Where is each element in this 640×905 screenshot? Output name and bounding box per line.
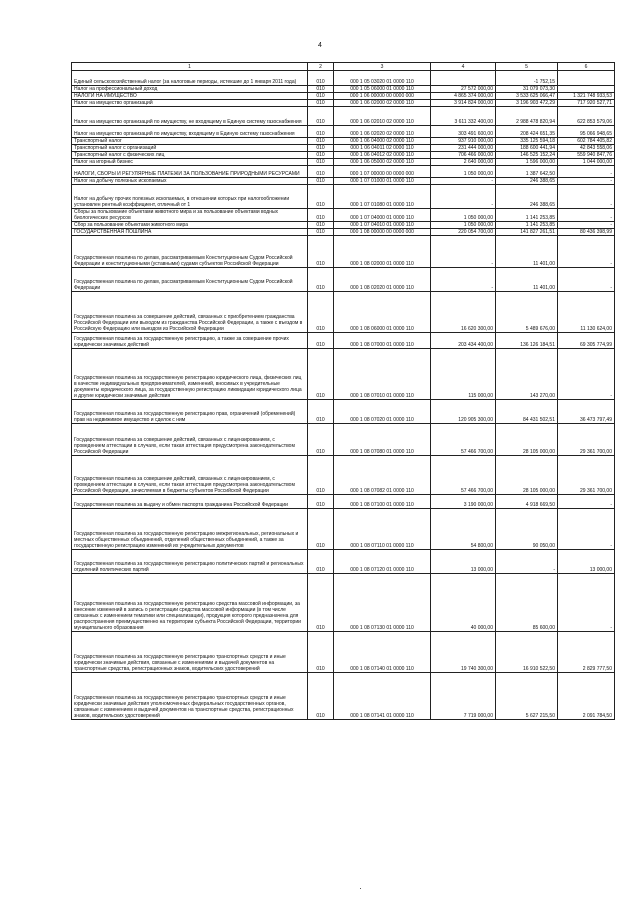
row-name: Сбор за пользование объектами животного мира (72, 222, 308, 229)
row-executed: 5 627 215,50 (496, 673, 558, 720)
table-row (72, 509, 615, 550)
row-name: Государственная пошлина по делам, рассматриваемым Конституционным Судом Российской Федерации (72, 268, 308, 292)
row-kbk: 000 1 05 03020 01 0000 110 (334, 71, 431, 86)
scan-speck (360, 888, 361, 889)
row-executed: 90 050,00 (496, 509, 558, 550)
table-row (72, 159, 615, 166)
row-executed: 143 270,00 (496, 349, 558, 400)
row-remaining: 80 436 398,99 (558, 229, 615, 236)
row-name: Государственная пошлина за государственную регистрацию средства массовой информации, за внесение изменений в запись о регистрации средства массовой информации (в том числе связанных с изменением тематики или специализации), продукция которого предназначена для распространения преимущественно на территории субъекта Российской Федерации, территории муниципального образования (72, 574, 308, 632)
row-name: Государственная пошлина за совершение действий, связанных с лицензированием, с проведением аттестации в случаях, если такая аттестация предусмотрена законодательством Российской Федерации, зачисляемая в бюджеты субъектов Российской Федерации (72, 456, 308, 495)
row-kbk: 000 1 08 07010 01 0000 110 (334, 349, 431, 400)
row-plan: 706 466 000,00 (431, 152, 496, 159)
row-plan: 3 190 000,00 (431, 495, 496, 509)
header-col-5: 5 (496, 63, 558, 71)
row-remaining: 602 784 405,82 (558, 138, 615, 145)
row-name: Налог на профессиональный доход (72, 86, 308, 93)
row-name: Государственная пошлина за государственную регистрацию юридического лица, физических лиц в качестве индивидуальных предпринимателей, изменений, вносимых в учредительные документы юридического лица, за государственную регистрацию ликвидации юридического лица и другие юридически значимые действия (72, 349, 308, 400)
table-row (72, 456, 615, 495)
table-row (72, 93, 615, 100)
row-kbk: 000 1 05 06000 01 0000 110 (334, 86, 431, 93)
row-plan (431, 71, 496, 86)
row-remaining: - (558, 509, 615, 550)
row-remaining: - (558, 236, 615, 268)
row-code: 010 (308, 145, 334, 152)
row-kbk: 000 1 08 02000 01 0000 110 (334, 236, 431, 268)
row-executed: 146 525 152,24 (496, 152, 558, 159)
row-executed: 246 388,65 (496, 185, 558, 209)
row-name: Государственная пошлина за государственную регистрацию межрегиональных, региональных и местных общественных объединений, отделений общественных объединений, а также за государственную регистрацию изменений их учредительных документов (72, 509, 308, 550)
table-row (72, 100, 615, 107)
row-kbk: 000 1 08 07100 01 0000 110 (334, 495, 431, 509)
table-row (72, 400, 615, 424)
row-executed: 16 910 522,50 (496, 632, 558, 673)
row-remaining: 69 305 774,99 (558, 333, 615, 349)
row-code: 010 (308, 292, 334, 333)
row-name: Государственная пошлина за государственную регистрацию прав, ограничений (обременений) прав на недвижимое имущество и сделок с ним (72, 400, 308, 424)
header-col-6: 6 (558, 63, 615, 71)
row-plan: 40 000,00 (431, 574, 496, 632)
row-name: Государственная пошлина по делам, рассматриваемым Конституционным Судом Российской Федерации и конституционными (уставными) судами субъектов Российской Федерации (72, 236, 308, 268)
row-remaining: - (558, 574, 615, 632)
row-remaining: - (558, 222, 615, 229)
row-name: ГОСУДАРСТВЕННАЯ ПОШЛИНА (72, 229, 308, 236)
row-kbk: 000 1 06 04000 02 0000 110 (334, 138, 431, 145)
row-remaining: 717 920 527,71 (558, 100, 615, 107)
row-executed: 5 489 676,00 (496, 292, 558, 333)
row-plan: 303 491 600,00 (431, 126, 496, 138)
row-name: Государственная пошлина за выдачу и обмен паспорта гражданина Российской Федерации (72, 495, 308, 509)
row-name: Государственная пошлина за государственную регистрацию, а также за совершение прочих юридически значимых действий (72, 333, 308, 349)
table-row (72, 632, 615, 673)
row-remaining: 1 044 000,00 (558, 159, 615, 166)
row-remaining: - (558, 209, 615, 222)
row-plan: 1 050 000,00 (431, 209, 496, 222)
row-code: 010 (308, 107, 334, 126)
row-remaining (558, 71, 615, 86)
row-kbk: 000 1 07 04010 01 0000 110 (334, 222, 431, 229)
row-kbk: 000 1 06 02000 02 0000 110 (334, 100, 431, 107)
table-row (72, 152, 615, 159)
row-remaining: - (558, 178, 615, 185)
row-executed: 31 079 073,30 (496, 86, 558, 93)
row-remaining: - (558, 166, 615, 178)
row-plan: 13 000,00 (431, 550, 496, 574)
table-row (72, 349, 615, 400)
row-name: Сборы за пользование объектами животного мира и за пользование объектами водных биологических ресурсов (72, 209, 308, 222)
table-row (72, 268, 615, 292)
row-kbk: 000 1 08 07020 01 0000 110 (334, 400, 431, 424)
row-kbk: 000 1 08 02020 01 0000 110 (334, 268, 431, 292)
row-kbk: 000 1 08 07140 01 0000 110 (334, 632, 431, 673)
row-kbk: 000 1 06 04011 02 0000 110 (334, 145, 431, 152)
row-plan: - (431, 236, 496, 268)
row-remaining: 622 853 579,06 (558, 107, 615, 126)
table-row (72, 292, 615, 333)
row-plan: - (431, 185, 496, 209)
row-code: 010 (308, 178, 334, 185)
row-code: 010 (308, 152, 334, 159)
row-executed: 3 196 903 472,29 (496, 100, 558, 107)
row-code: 010 (308, 574, 334, 632)
row-executed: 28 105 000,00 (496, 456, 558, 495)
row-code: 010 (308, 236, 334, 268)
row-remaining: 559 940 847,76 (558, 152, 615, 159)
row-executed: -1 752,15 (496, 71, 558, 86)
row-remaining: - (558, 349, 615, 400)
row-code: 010 (308, 333, 334, 349)
row-name: Государственная пошлина за государственную регистрацию транспортных средств и иные юридически значимые действия, связанные с изменениями и выдачей документов на транспортные средства, регистрационных знаков, водительских удостоверений (72, 632, 308, 673)
row-code: 010 (308, 424, 334, 456)
row-remaining: 36 473 797,49 (558, 400, 615, 424)
row-executed: 3 533 625 066,47 (496, 93, 558, 100)
table-row (72, 574, 615, 632)
row-executed: 208 424 651,35 (496, 126, 558, 138)
table-row (72, 185, 615, 209)
table-row (72, 229, 615, 236)
row-code: 010 (308, 349, 334, 400)
row-code: 010 (308, 400, 334, 424)
header-col-2: 2 (308, 63, 334, 71)
row-code: 010 (308, 456, 334, 495)
row-code: 010 (308, 229, 334, 236)
row-plan: 19 740 300,00 (431, 632, 496, 673)
table-row (72, 550, 615, 574)
row-remaining: - (558, 495, 615, 509)
row-kbk: 000 1 08 07000 01 0000 110 (334, 333, 431, 349)
row-executed: 2 988 478 820,94 (496, 107, 558, 126)
table-row (72, 145, 615, 152)
table-row (72, 333, 615, 349)
row-code: 010 (308, 209, 334, 222)
row-executed: - (496, 550, 558, 574)
row-name: Налог на добычу полезных ископаемых (72, 178, 308, 185)
row-remaining: 95 066 948,65 (558, 126, 615, 138)
budget-table (71, 62, 615, 720)
row-code: 010 (308, 138, 334, 145)
row-remaining: 13 000,00 (558, 550, 615, 574)
table-row (72, 71, 615, 86)
table-row (72, 138, 615, 145)
table-row (72, 424, 615, 456)
header-col-1: 1 (72, 63, 308, 71)
row-plan: 1 050 000,00 (431, 166, 496, 178)
row-remaining: - (558, 268, 615, 292)
row-remaining: 1 321 748 933,53 (558, 93, 615, 100)
row-plan: 57 466 700,00 (431, 456, 496, 495)
row-executed: 1 596 000,00 (496, 159, 558, 166)
row-kbk: 000 1 08 06000 01 0000 110 (334, 292, 431, 333)
row-remaining: 2 829 777,50 (558, 632, 615, 673)
table-row (72, 495, 615, 509)
page-number: 4 (318, 42, 322, 49)
row-plan: 57 466 700,00 (431, 424, 496, 456)
row-executed: 1 141 253,85 (496, 209, 558, 222)
row-code: 010 (308, 550, 334, 574)
row-name: Налог на имущество организаций по имуществу, не входящему в Единую систему газоснабжения (72, 107, 308, 126)
row-remaining (558, 86, 615, 93)
row-code: 010 (308, 268, 334, 292)
row-plan: - (431, 178, 496, 185)
row-plan: 937 910 000,00 (431, 138, 496, 145)
row-plan: 4 865 374 000,00 (431, 93, 496, 100)
row-plan: 1 050 000,00 (431, 222, 496, 229)
table-row (72, 209, 615, 222)
row-plan: 54 800,00 (431, 509, 496, 550)
table-row (72, 107, 615, 126)
row-kbk: 000 1 08 07141 01 0000 110 (334, 673, 431, 720)
row-plan: 3 914 824 000,00 (431, 100, 496, 107)
row-remaining: 11 130 624,00 (558, 292, 615, 333)
row-name: Налог на имущество организаций по имуществу, входящему в Единую систему газоснабжения (72, 126, 308, 138)
row-name: Налог на добычу прочих полезных ископаемых, в отношении которых при налогообложении установлен рентный коэффициент, отличный от 1 (72, 185, 308, 209)
table-row (72, 178, 615, 185)
row-plan: 115 000,00 (431, 349, 496, 400)
row-remaining: - (558, 185, 615, 209)
row-kbk: 000 1 06 02020 02 0000 110 (334, 126, 431, 138)
row-code: 010 (308, 222, 334, 229)
row-code: 010 (308, 495, 334, 509)
row-kbk: 000 1 07 01000 01 0000 110 (334, 178, 431, 185)
table-row (72, 126, 615, 138)
row-executed: 4 918 669,50 (496, 495, 558, 509)
table-row (72, 86, 615, 93)
row-code: 010 (308, 159, 334, 166)
row-remaining: 2 091 784,50 (558, 673, 615, 720)
row-executed: 188 600 441,94 (496, 145, 558, 152)
row-plan: 3 611 332 400,00 (431, 107, 496, 126)
row-name: Транспортный налог с физических лиц (72, 152, 308, 159)
row-remaining: 29 361 700,00 (558, 424, 615, 456)
row-name: Государственная пошлина за совершение действий, связанных с лицензированием, с проведением аттестации в случаях, если такая аттестация предусмотрена законодательством Российской Федерации (72, 424, 308, 456)
row-name: НАЛОГИ, СБОРЫ И РЕГУЛЯРНЫЕ ПЛАТЕЖИ ЗА ПОЛЬЗОВАНИЕ ПРИРОДНЫМИ РЕСУРСАМИ (72, 166, 308, 178)
row-executed: 85 600,00 (496, 574, 558, 632)
row-kbk: 000 1 08 07120 01 0000 110 (334, 550, 431, 574)
row-kbk: 000 1 08 07080 01 0000 110 (334, 424, 431, 456)
table-row (72, 236, 615, 268)
row-plan: 2 640 000,00 (431, 159, 496, 166)
row-executed: 11 401,00 (496, 236, 558, 268)
row-name: Единый сельскохозяйственный налог (за налоговые периоды, истекшие до 1 января 2011 года) (72, 71, 308, 86)
row-kbk: 000 1 08 07130 01 0000 110 (334, 574, 431, 632)
header-col-4: 4 (431, 63, 496, 71)
row-kbk: 000 1 08 07110 01 0000 110 (334, 509, 431, 550)
row-executed: 335 125 594,18 (496, 138, 558, 145)
row-name: НАЛОГИ НА ИМУЩЕСТВО (72, 93, 308, 100)
row-kbk: 000 1 08 07082 01 0000 110 (334, 456, 431, 495)
row-executed: 1 387 642,50 (496, 166, 558, 178)
table-row (72, 166, 615, 178)
row-code: 010 (308, 673, 334, 720)
row-kbk: 000 1 06 02010 02 0000 110 (334, 107, 431, 126)
header-col-3: 3 (334, 63, 431, 71)
row-plan: 120 905 300,00 (431, 400, 496, 424)
table-row (72, 673, 615, 720)
row-name: Транспортный налог (72, 138, 308, 145)
row-code: 010 (308, 185, 334, 209)
row-code: 010 (308, 632, 334, 673)
table-header (72, 63, 615, 71)
row-kbk: 000 1 07 00000 00 0000 000 (334, 166, 431, 178)
row-name: Налог на игорный бизнес (72, 159, 308, 166)
row-kbk: 000 1 06 05000 02 0000 110 (334, 159, 431, 166)
row-executed: 28 105 000,00 (496, 424, 558, 456)
row-code: 010 (308, 86, 334, 93)
row-code: 010 (308, 100, 334, 107)
row-plan: - (431, 268, 496, 292)
row-executed: 246 388,65 (496, 178, 558, 185)
row-plan: 7 719 000,00 (431, 673, 496, 720)
row-plan: 231 444 000,00 (431, 145, 496, 152)
row-executed: 11 401,00 (496, 268, 558, 292)
row-executed: 136 126 184,51 (496, 333, 558, 349)
row-code: 010 (308, 509, 334, 550)
row-plan: 220 054 700,00 (431, 229, 496, 236)
row-plan: 203 434 400,00 (431, 333, 496, 349)
row-kbk: 000 1 06 00000 00 0000 000 (334, 93, 431, 100)
row-name: Государственная пошлина за государственную регистрацию транспортных средств и иные юридически значимые действия уполномоченных федеральных государственных органов, связанные с изменением и выдачей документов на транспортные средства, регистрационных знаков, водительских удостоверений (72, 673, 308, 720)
row-kbk: 000 1 07 04000 01 0000 110 (334, 209, 431, 222)
row-name: Государственная пошлина за государственную регистрацию политических партий и региональных отделений политических партий (72, 550, 308, 574)
row-executed: 141 827 261,51 (496, 229, 558, 236)
row-code: 010 (308, 126, 334, 138)
row-remaining: 42 843 558,06 (558, 145, 615, 152)
row-kbk: 000 1 07 01080 01 0000 110 (334, 185, 431, 209)
row-kbk: 000 1 08 00000 00 0000 000 (334, 229, 431, 236)
row-plan: 16 620 300,00 (431, 292, 496, 333)
row-name: Транспортный налог с организаций (72, 145, 308, 152)
row-executed: 1 141 253,85 (496, 222, 558, 229)
row-code: 010 (308, 166, 334, 178)
row-code: 010 (308, 93, 334, 100)
table-row (72, 222, 615, 229)
row-kbk: 000 1 06 04012 02 0000 110 (334, 152, 431, 159)
row-remaining: 29 361 700,00 (558, 456, 615, 495)
row-plan: 27 572 000,00 (431, 86, 496, 93)
row-name: Налог на имущество организаций (72, 100, 308, 107)
row-name: Государственная пошлина за совершение действий, связанных с приобретением гражданства Российской Федерации или выходом из гражданства Российской Федерации, а также с въездом в Российскую Федерацию или выездом из Российской Федерации (72, 292, 308, 333)
row-code: 010 (308, 71, 334, 86)
row-executed: 84 431 502,51 (496, 400, 558, 424)
